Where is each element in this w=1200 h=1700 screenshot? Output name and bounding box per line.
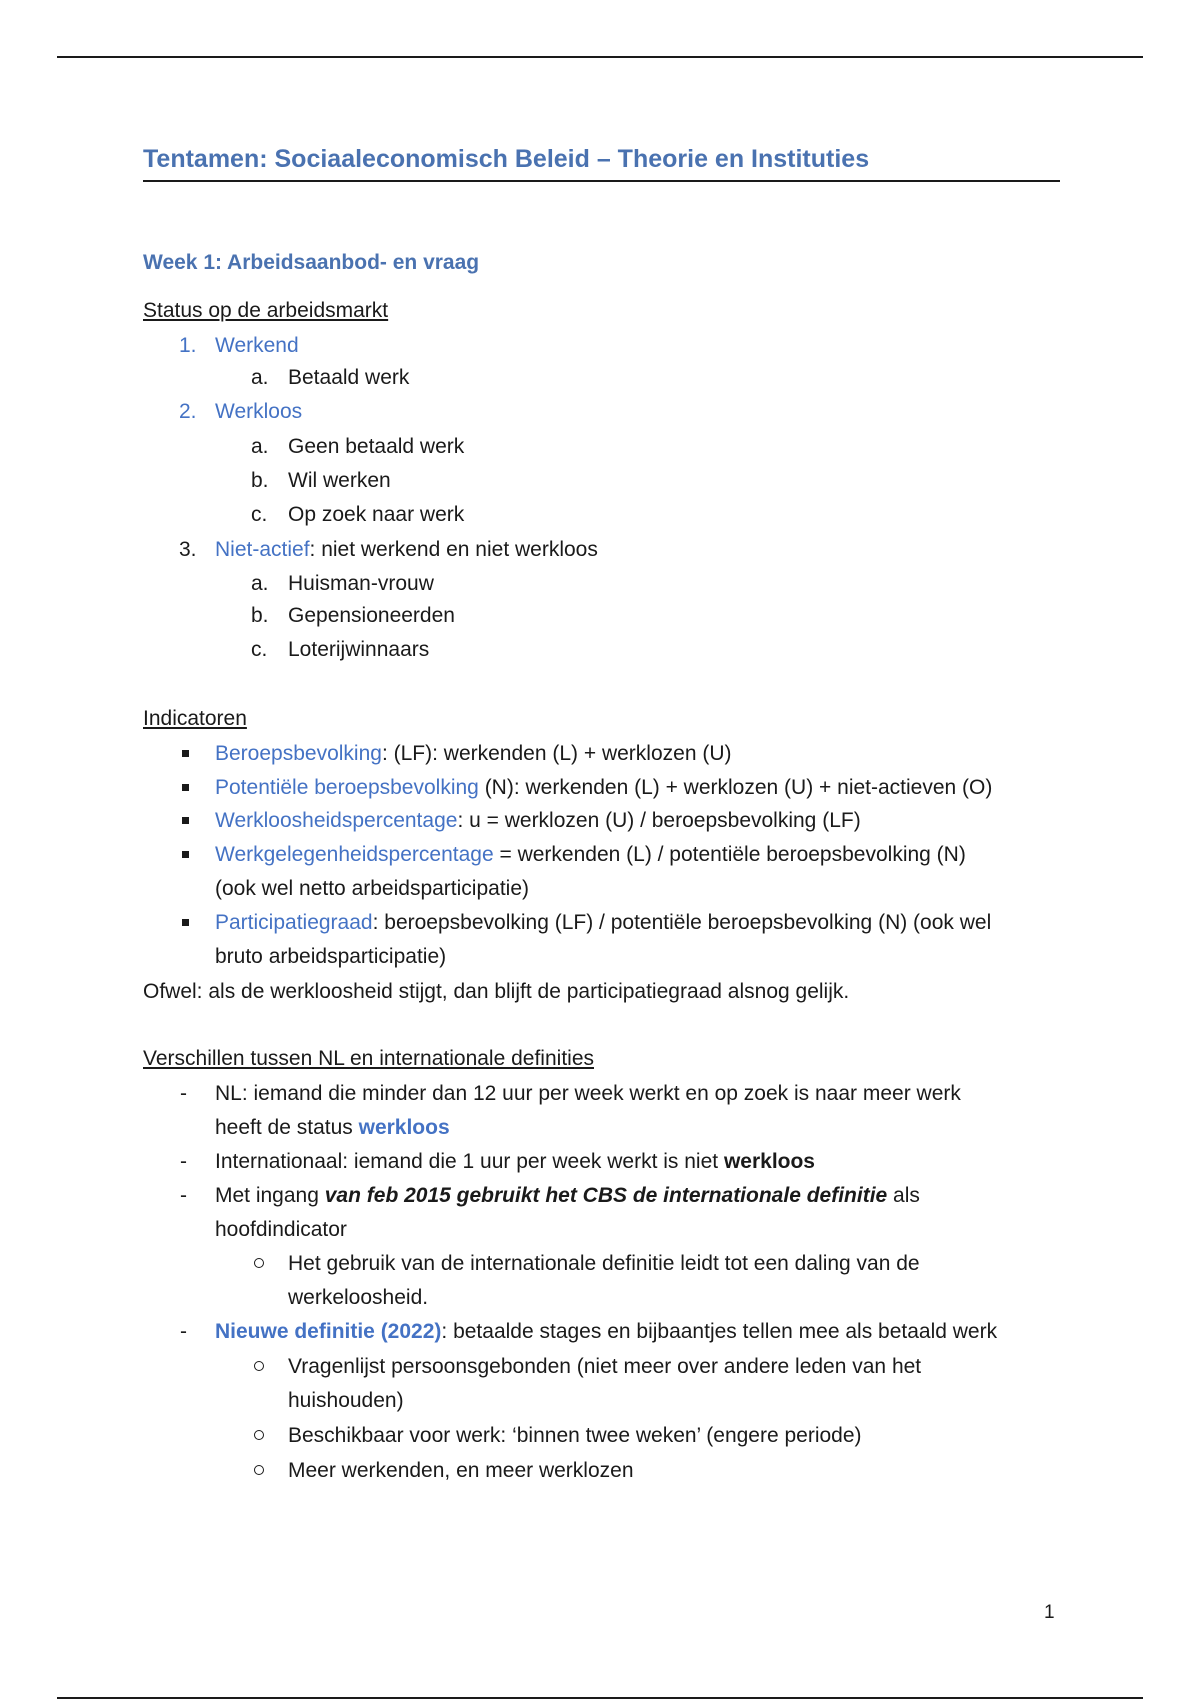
sub-letter: a. bbox=[251, 572, 269, 595]
sub-letter: c. bbox=[251, 503, 268, 526]
square-bullet-icon bbox=[182, 919, 189, 926]
indicator-text: (N): werkenden (L) + werklozen (U) + niet-actieven (O) bbox=[478, 776, 993, 799]
indicator-term: Werkloosheidspercentage bbox=[215, 809, 458, 832]
status-item-label: Niet-actief bbox=[215, 538, 310, 561]
circle-bullet-icon bbox=[254, 1361, 264, 1371]
indicator-text: = werkenden (L) / potentiële beroepsbevolking (N) bbox=[493, 843, 966, 866]
indicator-item bbox=[215, 806, 861, 836]
cbs-text: Met ingang bbox=[215, 1184, 325, 1207]
status-item-niet-actief bbox=[215, 535, 598, 565]
sub-letter: c. bbox=[251, 638, 268, 661]
new-definition-text: : betaalde stages en bijbaantjes tellen mee als betaald werk bbox=[441, 1320, 998, 1343]
sub-item: Wil werken bbox=[288, 469, 391, 492]
week-heading: Week 1: Arbeidsaanbod- en vraag bbox=[143, 251, 480, 274]
square-bullet-icon bbox=[182, 851, 189, 858]
indicator-term: Beroepsbevolking bbox=[215, 742, 382, 765]
indicators-heading: Indicatoren bbox=[143, 707, 247, 730]
indicator-item bbox=[215, 773, 992, 803]
status-item-label: Werkend bbox=[215, 334, 299, 357]
cbs-line bbox=[215, 1181, 920, 1211]
sub-letter: b. bbox=[251, 604, 269, 627]
cbs-line-2: hoofdindicator bbox=[215, 1218, 347, 1241]
square-bullet-icon bbox=[182, 750, 189, 757]
new-sub-3: Meer werkenden, en meer werklozen bbox=[288, 1459, 634, 1482]
dash-bullet: - bbox=[180, 1320, 187, 1343]
sub-letter: a. bbox=[251, 435, 269, 458]
sub-item: Gepensioneerden bbox=[288, 604, 455, 627]
sub-item: Op zoek naar werk bbox=[288, 503, 465, 526]
indicator-text-cont: bruto arbeidsparticipatie) bbox=[215, 945, 447, 968]
dash-bullet: - bbox=[180, 1082, 187, 1105]
nl-line-2-bold: werkloos bbox=[358, 1116, 450, 1139]
nl-line-2 bbox=[215, 1113, 450, 1143]
indicator-text: : (LF): werkenden (L) + werklozen (U) bbox=[381, 742, 732, 765]
top-rule bbox=[57, 56, 1143, 58]
page-number: 1 bbox=[1044, 1602, 1055, 1623]
cbs-sub-2: werkeloosheid. bbox=[288, 1286, 429, 1309]
new-definition-line bbox=[215, 1317, 997, 1347]
indicator-text-cont: (ook wel netto arbeidsparticipatie) bbox=[215, 877, 529, 900]
circle-bullet-icon bbox=[254, 1430, 264, 1440]
status-item-label: Werkloos bbox=[215, 400, 303, 423]
indicator-item bbox=[215, 840, 966, 870]
dash-bullet: - bbox=[180, 1184, 187, 1207]
nl-line-1: NL: iemand die minder dan 12 uur per week werkt en op zoek is naar meer werk bbox=[215, 1082, 961, 1105]
document-title: Tentamen: Sociaaleconomisch Beleid – Theorie en Instituties bbox=[143, 145, 1060, 182]
indicator-term: Potentiële beroepsbevolking bbox=[215, 776, 479, 799]
sub-letter: b. bbox=[251, 469, 269, 492]
bottom-rule bbox=[57, 1697, 1143, 1699]
item-number: 1. bbox=[179, 334, 197, 357]
indicator-term: Participatiegraad bbox=[215, 911, 373, 934]
international-bold: werkloos bbox=[723, 1150, 815, 1173]
international-line bbox=[215, 1147, 815, 1177]
item-number: 2. bbox=[179, 400, 197, 423]
circle-bullet-icon bbox=[254, 1465, 264, 1475]
international-text: Internationaal: iemand die 1 uur per week werkt is niet bbox=[215, 1150, 724, 1173]
differences-heading: Verschillen tussen NL en internationale definities bbox=[143, 1047, 594, 1070]
new-sub-2: Beschikbaar voor werk: ‘binnen twee weken’ (engere periode) bbox=[288, 1424, 862, 1447]
square-bullet-icon bbox=[182, 784, 189, 791]
sub-item: Geen betaald werk bbox=[288, 435, 465, 458]
status-heading: Status op de arbeidsmarkt bbox=[143, 299, 389, 322]
new-sub-1: Vragenlijst persoonsgebonden (niet meer over andere leden van het bbox=[288, 1355, 922, 1378]
item-number: 3. bbox=[179, 538, 197, 561]
indicator-item bbox=[215, 908, 991, 938]
new-definition-bold: Nieuwe definitie (2022) bbox=[215, 1320, 442, 1343]
cbs-post: als bbox=[887, 1184, 920, 1207]
dash-bullet: - bbox=[180, 1150, 187, 1173]
nl-line-2-text: heeft de status bbox=[215, 1116, 359, 1139]
sub-letter: a. bbox=[251, 366, 269, 389]
indicator-text: : u = werklozen (U) / beroepsbevolking (LF) bbox=[457, 809, 861, 832]
new-sub-1-cont: huishouden) bbox=[288, 1389, 404, 1412]
square-bullet-icon bbox=[182, 817, 189, 824]
indicators-note: Ofwel: als de werkloosheid stijgt, dan blijft de participatiegraad alsnog gelijk. bbox=[143, 980, 850, 1003]
indicator-text: : beroepsbevolking (LF) / potentiële beroepsbevolking (N) (ook wel bbox=[372, 911, 992, 934]
sub-item: Betaald werk bbox=[288, 366, 410, 389]
circle-bullet-icon bbox=[254, 1258, 264, 1268]
cbs-sub-1: Het gebruik van de internationale definitie leidt tot een daling van de bbox=[288, 1252, 920, 1275]
cbs-bold-italic: van feb 2015 gebruikt het CBS de internationale definitie bbox=[324, 1184, 888, 1207]
sub-item: Loterijwinnaars bbox=[288, 638, 430, 661]
indicator-term: Werkgelegenheidspercentage bbox=[215, 843, 494, 866]
status-item-rest: : niet werkend en niet werkloos bbox=[309, 538, 598, 561]
sub-item: Huisman-vrouw bbox=[288, 572, 434, 595]
indicator-item bbox=[215, 739, 731, 769]
